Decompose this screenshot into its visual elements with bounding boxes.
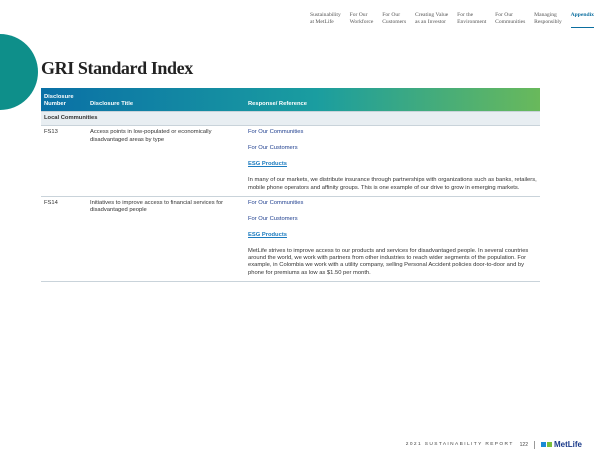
nav-item-customers[interactable]: For Our Customers <box>382 12 407 25</box>
link-for-our-customers[interactable]: For Our Customers <box>248 145 298 152</box>
link-esg-products[interactable]: ESG Products <box>248 231 287 238</box>
footer-divider <box>534 441 535 449</box>
response-text: In many of our markets, we distribute insurance through partnerships with organizations such as banks, retailers, mobile phone operators and affinity groups. This is one example of our drive to grow in emerging markets. <box>248 177 537 191</box>
nav-item-sustainability[interactable]: Sustainability at MetLife <box>310 12 341 25</box>
link-for-our-communities[interactable]: For Our Communities <box>248 199 304 206</box>
nav-item-managing[interactable]: Managing Responsibly <box>534 12 562 25</box>
page-title: GRI Standard Index <box>41 58 193 78</box>
response-text: MetLife strives to improve access to our products and services for disadvantaged people. In several countries around the world, we work with partners from other industries to reach wider segments of the population. For example, in Colombia we work with a utility company, selling Personal Accident policies door-to-door and by phone for premiums as low as $1.50 per month. <box>248 247 529 276</box>
nav-item-environment[interactable]: For the Environment <box>457 12 487 25</box>
footer <box>406 440 582 449</box>
logo-text: MetLife <box>554 440 582 449</box>
nav-item-investor[interactable]: Creating Value as an Investor <box>414 12 449 25</box>
table-row <box>41 126 540 197</box>
link-for-our-customers[interactable]: For Our Customers <box>248 215 298 222</box>
disclosure-number: FS13 <box>41 126 87 197</box>
header-disclosure-number: Disclosure Number <box>44 94 74 107</box>
metlife-mark-icon <box>541 442 552 447</box>
header-response: Response/ Reference <box>248 101 307 107</box>
response-cell <box>245 126 540 197</box>
response-cell <box>245 196 540 281</box>
disclosure-title: Initiatives to improve access to financial services for disadvantaged people <box>87 196 245 281</box>
header-disclosure-title: Disclosure Title <box>90 101 134 107</box>
section-row <box>41 112 540 126</box>
link-for-our-communities[interactable]: For Our Communities <box>248 129 304 136</box>
report-title: 2021 SUSTAINABILITY REPORT <box>405 442 514 447</box>
metlife-logo <box>541 440 582 449</box>
table-row <box>41 196 540 281</box>
nav-item-appendix[interactable]: Appendix <box>571 12 594 26</box>
nav-item-communities[interactable]: For Our Communities <box>495 12 526 25</box>
top-nav <box>310 12 594 26</box>
decorative-circle <box>0 34 38 110</box>
disclosure-title: Access points in low-populated or economically disadvantaged areas by type <box>87 126 245 197</box>
disclosure-number: FS14 <box>41 196 87 281</box>
gri-table <box>41 88 540 282</box>
link-esg-products[interactable]: ESG Products <box>248 161 287 168</box>
section-title: Local Communities <box>41 112 540 126</box>
page-number: 122 <box>519 441 528 448</box>
nav-item-workforce[interactable]: For Our Workforce <box>349 12 374 25</box>
table-header-row <box>41 88 540 112</box>
